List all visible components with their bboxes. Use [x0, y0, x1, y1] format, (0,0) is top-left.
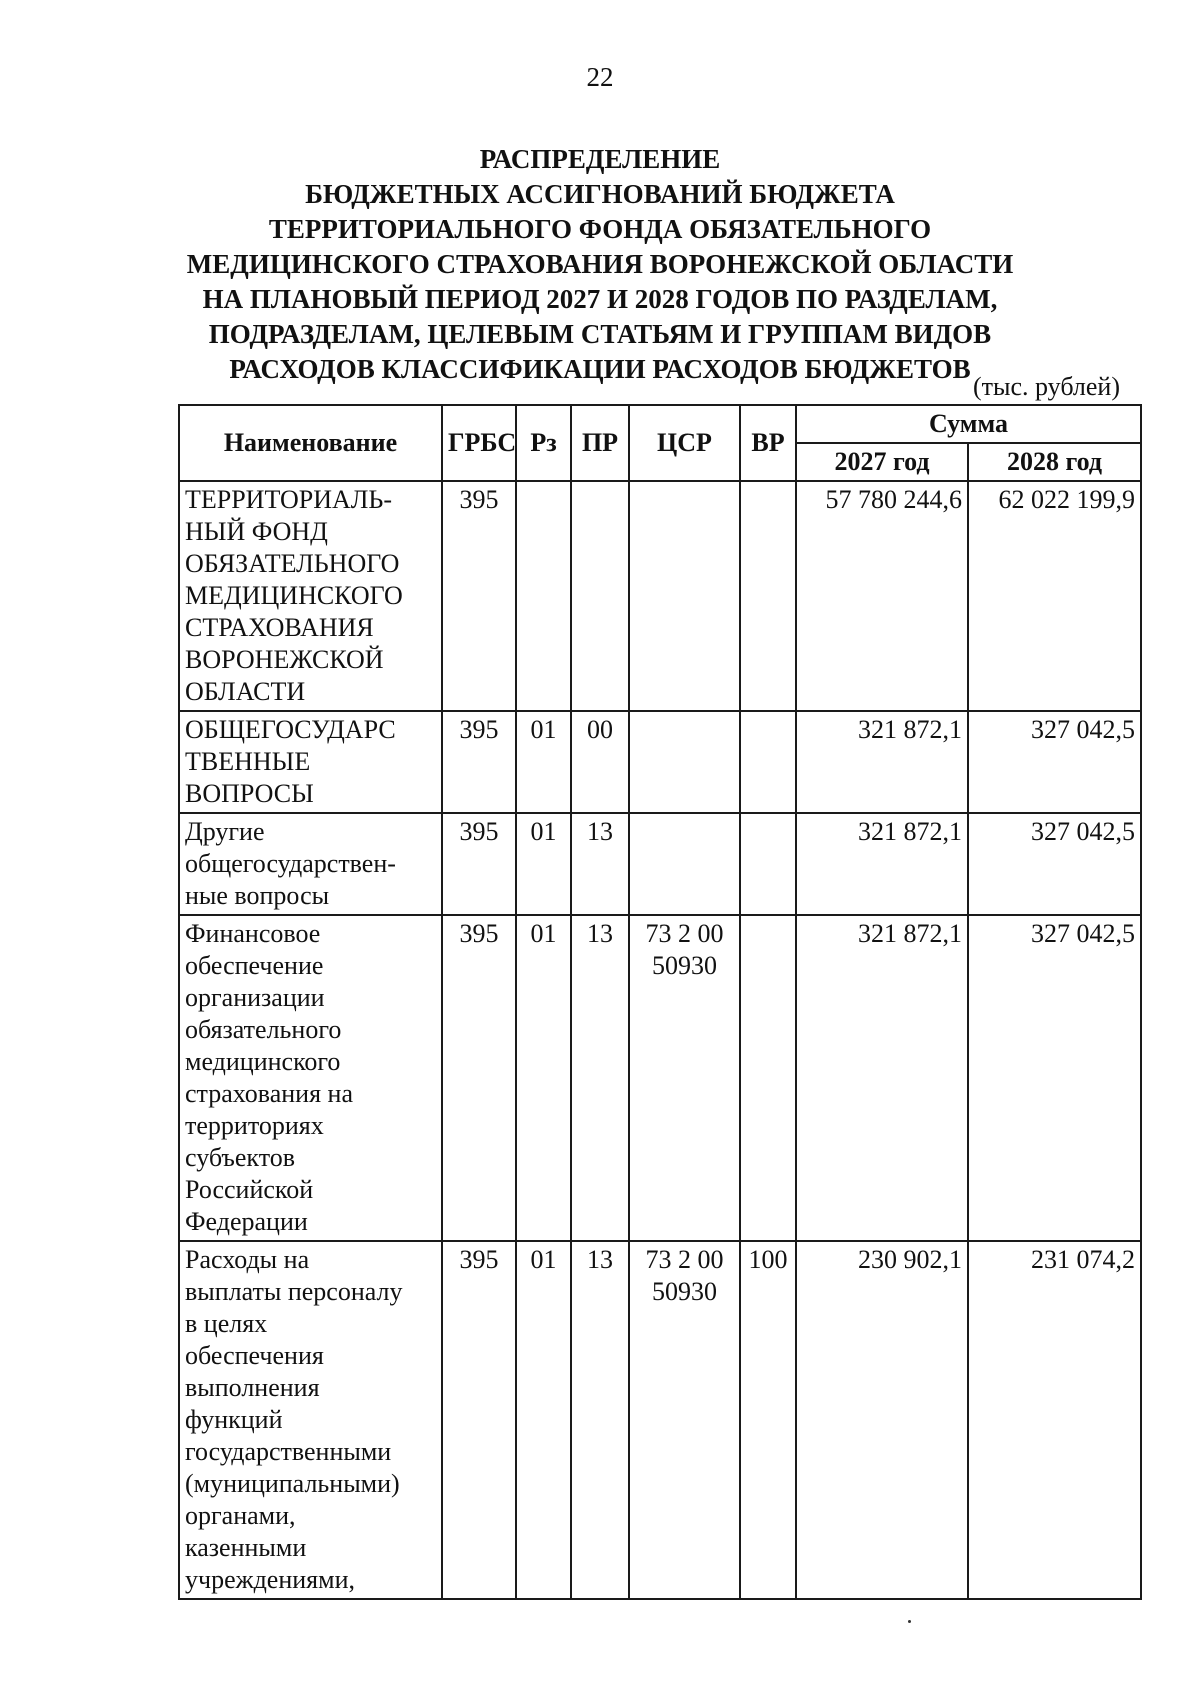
row-name-line: Российской — [185, 1175, 314, 1204]
row-name-line: Расходы на — [185, 1245, 310, 1274]
row-csr — [629, 915, 740, 1241]
title-line: РАСХОДОВ КЛАССИФИКАЦИИ РАСХОДОВ БЮДЖЕТОВ — [229, 354, 971, 384]
row-name-line: ОБЯЗАТЕЛЬНОГО — [185, 549, 400, 578]
row-csr — [629, 481, 740, 711]
title-line: МЕДИЦИНСКОГО СТРАХОВАНИЯ ВОРОНЕЖСКОЙ ОБЛАСТИ — [186, 249, 1014, 279]
title-line: ТЕРРИТОРИАЛЬНОГО ФОНДА ОБЯЗАТЕЛЬНОГО — [268, 214, 932, 244]
row-name-line: территориях — [185, 1111, 324, 1140]
header-name: Наименование — [179, 405, 442, 481]
row-amount-2028: 231 074,2 — [968, 1241, 1141, 1599]
row-amount-2027: 321 872,1 — [796, 915, 968, 1241]
row-name — [179, 711, 442, 813]
header-year-2028: 2028 год — [968, 443, 1141, 481]
row-name-line: ВОПРОСЫ — [185, 779, 314, 808]
row-amount-2027: 230 902,1 — [796, 1241, 968, 1599]
header-rz: Рз — [516, 405, 571, 481]
row-csr — [629, 813, 740, 915]
row-name — [179, 1241, 442, 1599]
row-vr — [740, 813, 796, 915]
row-rz: 01 — [516, 711, 571, 813]
row-name-line: ОБЩЕГОСУДАРС — [185, 715, 396, 744]
row-grbs: 395 — [442, 481, 516, 711]
row-name-line: выполнения — [185, 1373, 320, 1402]
row-name-line: страхования на — [185, 1079, 353, 1108]
row-name-line: НЫЙ ФОНД — [185, 517, 328, 546]
row-grbs: 395 — [442, 813, 516, 915]
row-name-line: ТЕРРИТОРИАЛЬ- — [185, 485, 393, 514]
row-vr — [740, 915, 796, 1241]
row-amount-2027: 321 872,1 — [796, 711, 968, 813]
row-vr: 100 — [740, 1241, 796, 1599]
row-name-line: ТВЕННЫЕ — [185, 747, 311, 776]
row-name-line: Федерации — [185, 1207, 308, 1236]
row-vr — [740, 481, 796, 711]
row-vr — [740, 711, 796, 813]
row-csr-line: 50930 — [652, 951, 717, 980]
row-name-line: ВОРОНЕЖСКОЙ — [185, 645, 384, 674]
row-amount-2028: 62 022 199,9 — [968, 481, 1141, 711]
row-pr: 13 — [571, 813, 629, 915]
row-name-line: организации — [185, 983, 325, 1012]
row-grbs: 395 — [442, 711, 516, 813]
title-line: ПОДРАЗДЕЛАМ, ЦЕЛЕВЫМ СТАТЬЯМ И ГРУППАМ ВИДОВ — [208, 319, 992, 349]
title-line: НА ПЛАНОВЫЙ ПЕРИОД 2027 И 2028 ГОДОВ ПО РАЗДЕЛАМ, — [202, 284, 998, 314]
document-title — [150, 142, 1050, 387]
row-rz: 01 — [516, 1241, 571, 1599]
row-name-line: обеспечение — [185, 951, 324, 980]
title-line: БЮДЖЕТНЫХ АССИГНОВАНИЙ БЮДЖЕТА — [305, 179, 895, 209]
table-row — [179, 711, 1141, 813]
row-amount-2028: 327 042,5 — [968, 813, 1141, 915]
row-name-line: государственными — [185, 1437, 392, 1466]
table-row — [179, 1241, 1141, 1599]
row-csr-line: 73 2 00 — [645, 1245, 724, 1274]
row-name — [179, 481, 442, 711]
row-name — [179, 813, 442, 915]
row-name-line: обеспечения — [185, 1341, 324, 1370]
row-pr: 13 — [571, 1241, 629, 1599]
row-name-line: СТРАХОВАНИЯ — [185, 613, 374, 642]
row-rz: 01 — [516, 915, 571, 1241]
row-name-line: выплаты персоналу — [185, 1277, 403, 1306]
row-pr — [571, 481, 629, 711]
row-name-line: ОБЛАСТИ — [185, 677, 306, 706]
row-name-line: казенными — [185, 1533, 307, 1562]
row-name-line: Финансовое — [185, 919, 321, 948]
row-pr: 00 — [571, 711, 629, 813]
header-year-2027: 2027 год — [796, 443, 968, 481]
units-label: (тыс. рублей) — [972, 372, 1120, 401]
header-pr: ПР — [571, 405, 629, 481]
table-row — [179, 813, 1141, 915]
header-vr: ВР — [740, 405, 796, 481]
page-number: 22 — [586, 62, 614, 92]
title-line: РАСПРЕДЕЛЕНИЕ — [479, 144, 721, 174]
row-amount-2027: 57 780 244,6 — [796, 481, 968, 711]
row-name-line: медицинского — [185, 1047, 341, 1076]
row-rz — [516, 481, 571, 711]
header-csr: ЦСР — [629, 405, 740, 481]
row-name-line: Другие — [185, 817, 265, 846]
row-csr-line: 50930 — [652, 1277, 717, 1306]
row-name-line: в целях — [185, 1309, 268, 1338]
header-sum: Сумма — [796, 405, 1141, 443]
row-name-line: обязательного — [185, 1015, 342, 1044]
row-name — [179, 915, 442, 1241]
row-name-line: ные вопросы — [185, 881, 330, 910]
budget-allocation-table — [178, 404, 1142, 1600]
header-grbs: ГРБС — [442, 405, 516, 481]
row-name-line: функций — [185, 1405, 283, 1434]
row-csr — [629, 711, 740, 813]
row-pr: 13 — [571, 915, 629, 1241]
row-grbs: 395 — [442, 915, 516, 1241]
row-name-line: органами, — [185, 1501, 296, 1530]
row-amount-2027: 321 872,1 — [796, 813, 968, 915]
row-name-line: МЕДИЦИНСКОГО — [185, 581, 403, 610]
row-name-line: учреждениями, — [185, 1565, 356, 1594]
row-csr — [629, 1241, 740, 1599]
table-header — [179, 405, 1141, 481]
header-row — [179, 405, 1141, 443]
row-rz: 01 — [516, 813, 571, 915]
table-body — [179, 481, 1141, 1599]
row-name-line: (муниципальными) — [185, 1469, 400, 1498]
scan-speck — [908, 1620, 911, 1623]
row-amount-2028: 327 042,5 — [968, 711, 1141, 813]
row-name-line: субъектов — [185, 1143, 296, 1172]
row-csr-line: 73 2 00 — [645, 919, 724, 948]
row-name-line: общегосударствен- — [185, 849, 396, 878]
row-amount-2028: 327 042,5 — [968, 915, 1141, 1241]
table-row — [179, 481, 1141, 711]
row-grbs: 395 — [442, 1241, 516, 1599]
table-row — [179, 915, 1141, 1241]
